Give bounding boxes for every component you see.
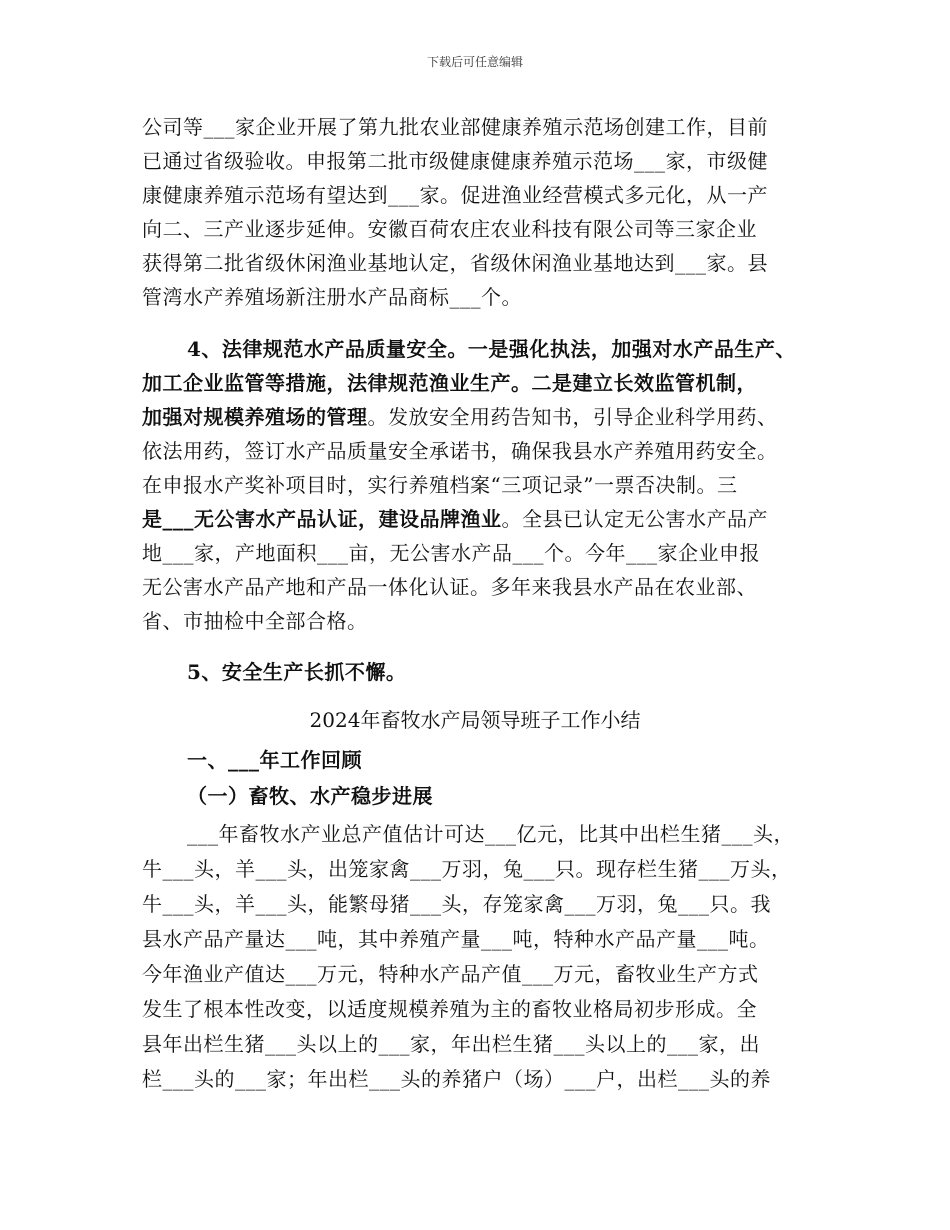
paragraph-line: 牛___头，羊___头，能繁母猪___头，存笼家禽___万羽，兔___只。我: [142, 892, 771, 916]
paragraph-line: 今年渔业产值达___万元，特种水产品产值___万元，畜牧业生产方式: [142, 962, 759, 986]
paragraph-line: 县水产品产量达___吨，其中养殖产量___吨，特种水产品产量___吨。: [142, 927, 770, 951]
bold-phrase: 是___无公害水产品认证，建设品牌渔业: [142, 507, 502, 531]
document-title: 2024年畜牧水产局领导班子工作小结: [309, 708, 641, 732]
paragraph-line: 无公害水产品产地和产品一体化认证。多年来我县水产品在农业部、: [142, 575, 757, 599]
paragraph-line: 已通过省级验收。申报第二批市级健康健康养殖示范场___家，市级健: [142, 149, 768, 173]
paragraph-line: 地___家，产地面积___亩，无公害水产品___个。今年___家企业申报: [142, 541, 760, 565]
paragraph-line: 获得第二批省级休闲渔业基地认定，省级休闲渔业基地达到___家。县: [142, 251, 768, 275]
paragraph-line: ___年畜牧水产业总产值估计可达___亿元，比其中出栏生猪___头，: [187, 822, 794, 846]
bold-phrase: 加强对规模养殖场的管理: [142, 405, 368, 429]
paragraph-line: [142, 505, 768, 533]
paragraph-line: 康健康养殖示范场有望达到___家。促进渔业经营模式多元化，从一产: [142, 183, 768, 207]
paragraph-line: 公司等___家企业开展了第九批农业部健康养殖示范场创建工作，目前: [142, 115, 768, 139]
paragraph-line: 栏___头的___家；年出栏___头的养猪户（场）___户，出栏___头的养: [142, 1067, 771, 1091]
paragraph-line: 牛___头，羊___头，出笼家禽___万羽，兔___只。现存栏生猪___万头，: [142, 857, 792, 881]
paragraph-line: 县年出栏生猪___头以上的___家，年出栏生猪___头以上的___家，出: [142, 1032, 760, 1056]
paragraph-line: 加工企业监管等措施，法律规范渔业生产。二是建立长效监管机制，: [142, 371, 757, 395]
paragraph-line: 依法用药，签订水产品质量安全承诺书，确保我县水产养殖用药安全。: [142, 439, 778, 463]
line-text: 。全县已认定无公害水产品产: [501, 507, 768, 531]
paragraph-line: 向二、三产业逐步延伸。安徽百荷农庄农业科技有限公司等三家企业: [142, 217, 757, 241]
header-note: 下载后可任意编辑: [426, 55, 523, 69]
subsection-heading: （一）畜牧、水产稳步进展: [187, 784, 433, 808]
paragraph-line: 在申报水产奖补项目时，实行养殖档案“三项记录”一票否决制。三: [142, 473, 738, 497]
paragraph-line: 省、市抽检中全部合格。: [142, 609, 368, 633]
section-heading-4: 4、法律规范水产品质量安全。一是强化执法，加强对水产品生产、: [187, 337, 796, 361]
paragraph-line: [142, 403, 778, 431]
section-heading-5: 5、安全生产长抓不懈。: [187, 660, 407, 684]
section-heading-review: 一、___年工作回顾: [187, 748, 362, 772]
paragraph-line: 发生了根本性改变，以适度规模养殖为主的畜牧业格局初步形成。全: [142, 997, 757, 1021]
paragraph-line: 管湾水产养殖场新注册水产品商标___个。: [142, 285, 522, 309]
line-text: 。发放安全用药告知书，引导企业科学用药、: [367, 405, 778, 429]
